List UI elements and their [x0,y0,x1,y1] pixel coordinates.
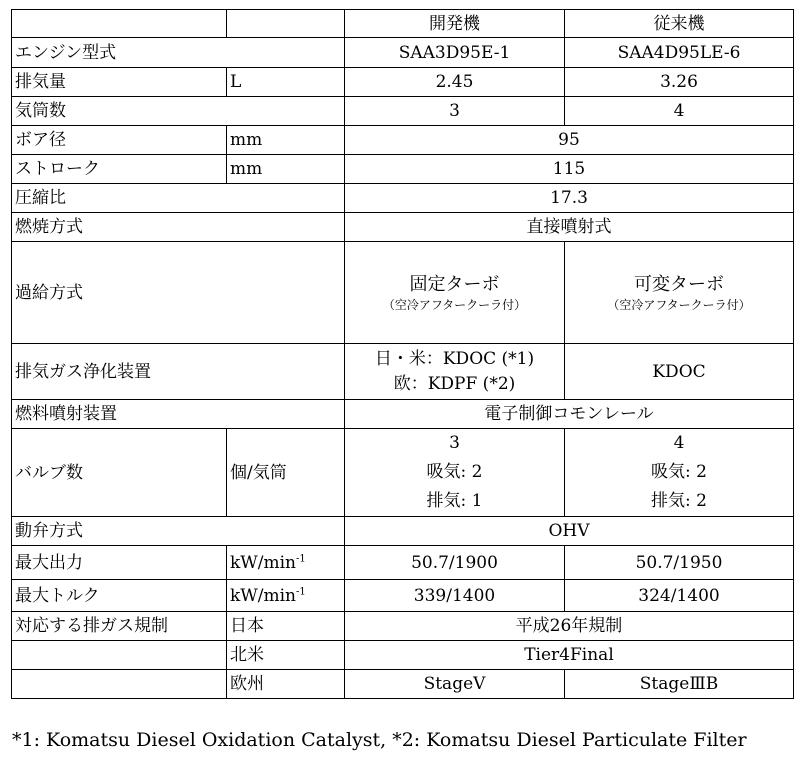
conv-valve-exhaust: 排気: 2 [651,491,707,511]
row-engine-model [12,38,794,68]
region-label: 欧州 [227,670,345,699]
dev-value: 2.45 [345,68,565,97]
conv-turbo-note: （空冷アフタークーラ付） [607,297,751,312]
header-blank-unit [227,10,345,38]
row-stroke [12,155,794,184]
conv-value: 3.26 [565,68,794,97]
row-label: ボア径 [12,126,227,155]
shared-value: 電子制御コモンレール [345,400,794,429]
row-label: 動弁方式 [12,517,345,546]
row-supercharging [12,242,794,344]
region-label: 北米 [227,641,345,670]
row-injection [12,400,794,429]
row-max-torque [12,580,794,612]
row-bore [12,126,794,155]
conv-value: SAA4D95LE-6 [565,38,794,68]
table-header-row [12,10,794,38]
unit-text: kW/min [230,585,297,606]
row-valvetrain [12,517,794,546]
conv-value: 4 [565,97,794,126]
shared-value: 95 [345,126,794,155]
dev-value: 339/1400 [345,580,565,612]
conv-value: KDOC [565,344,794,400]
dev-value: SAA3D95E-1 [345,38,565,68]
row-label: ストローク [12,155,227,184]
row-unit: 個/気筒 [227,429,345,517]
row-unit: L [227,68,345,97]
shared-value: 平成26年規制 [345,612,794,641]
conv-valve-total: 4 [673,433,685,453]
row-unit [227,546,345,580]
row-label: バルブ数 [12,429,227,517]
row-emissions-north-america [12,641,794,670]
conv-value: StageⅢB [565,670,794,699]
shared-value: 17.3 [345,184,794,213]
dev-value: 3 [345,97,565,126]
row-unit [227,580,345,612]
dev-turbo-note: （空冷アフタークーラ付） [382,297,527,312]
row-label: 燃焼方式 [12,213,345,242]
row-unit: mm [227,126,345,155]
dev-valve-total: 3 [449,433,460,453]
row-label: 過給方式 [12,242,345,344]
unit-superscript: -1 [296,585,306,597]
dev-value [345,429,565,517]
unit-text: kW/min [230,552,297,573]
dev-turbo-type: 固定ターボ [409,273,500,295]
row-cylinders [12,97,794,126]
row-emissions-japan [12,612,794,641]
region-label: 日本 [227,612,345,641]
row-label: 排気ガス浄化装置 [12,344,345,400]
conv-value [565,429,794,517]
dev-valve-exhaust: 排気: 1 [426,491,483,511]
conv-value: 324/1400 [565,580,794,612]
row-label: 気筒数 [12,97,345,126]
dev-aftertreatment-line2: 欧：KDPF (*2) [393,373,516,394]
shared-value: OHV [345,517,794,546]
row-unit: mm [227,155,345,184]
row-displacement [12,68,794,97]
shared-value: 115 [345,155,794,184]
row-label: 最大出力 [12,546,227,580]
header-dev: 開発機 [345,10,565,38]
dev-value: 50.7/1900 [345,546,565,580]
engine-spec-table [11,9,794,699]
row-emissions-europe [12,670,794,699]
row-max-power [12,546,794,580]
dev-valve-intake: 吸気: 2 [426,462,483,482]
conv-value: 50.7/1950 [565,546,794,580]
header-blank-label [12,10,227,38]
row-label-blank [12,670,227,699]
shared-value: 直接噴射式 [345,213,794,242]
conv-valve-intake: 吸気: 2 [651,462,707,482]
row-label-blank [12,641,227,670]
dev-value [345,242,565,344]
shared-value: Tier4Final [345,641,794,670]
row-label: エンジン型式 [12,38,345,68]
dev-value [345,344,565,400]
row-label: 最大トルク [12,580,227,612]
row-valves [12,429,794,517]
footnote: *1: Komatsu Diesel Oxidation Catalyst, *2: Komatsu Diesel Particulate Filter [12,729,747,751]
conv-turbo-type: 可変ターボ [634,273,724,295]
row-label: 対応する排ガス規制 [12,612,227,641]
row-compression [12,184,794,213]
dev-aftertreatment-line1: 日・米：KDOC (*1) [374,348,535,369]
row-label: 燃料噴射装置 [12,400,345,429]
row-combustion [12,213,794,242]
conv-value [565,242,794,344]
row-label: 排気量 [12,68,227,97]
dev-value: StageⅤ [345,670,565,699]
row-aftertreatment [12,344,794,400]
unit-superscript: -1 [296,552,306,564]
header-conv: 従来機 [565,10,794,38]
row-label: 圧縮比 [12,184,345,213]
